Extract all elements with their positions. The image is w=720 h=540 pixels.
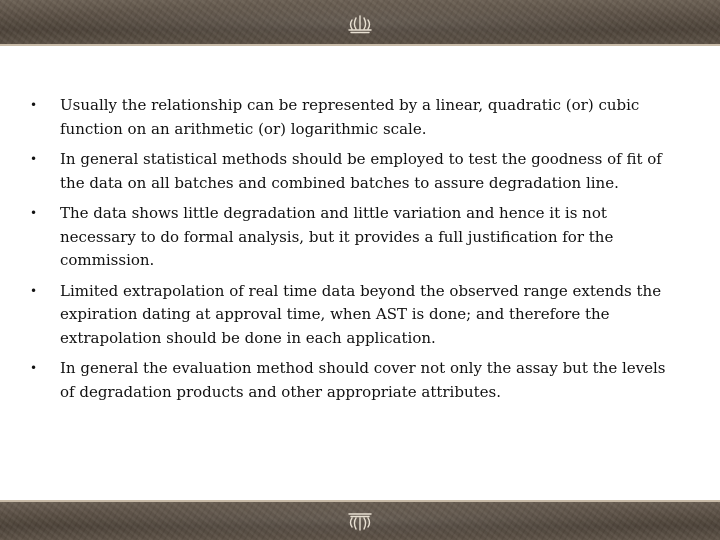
list-item xyxy=(26,148,676,195)
bottom-frame-border xyxy=(0,500,720,502)
list-item xyxy=(26,357,676,404)
bullet-icon: • xyxy=(30,98,38,112)
fleur-ornament-icon xyxy=(345,14,375,34)
bullet-list xyxy=(26,94,676,411)
top-frame-band xyxy=(0,0,720,46)
slide-content xyxy=(0,46,720,500)
bullet-text: In general the evaluation method should cover not only the assay but the levels of degradation products and other appropriate attributes. xyxy=(60,359,666,401)
bullet-icon: • xyxy=(30,283,38,298)
bullet-icon: • xyxy=(30,206,38,220)
bullet-text: The data shows little degradation and little variation and hence it is not necessary to do formal analysis, but it provides a full justification for the commission. xyxy=(60,204,614,269)
list-item xyxy=(26,202,676,273)
bullet-icon: • xyxy=(30,152,38,166)
bullet-icon: • xyxy=(30,361,38,375)
bullet-text: Usually the relationship can be represented by a linear, quadratic (or) cubic function on an arithmetic (or) logarithmic scale. xyxy=(60,96,640,138)
bullet-text: In general statistical methods should be employed to test the goodness of fit of the data on all batches and combined batches to assure degradation line. xyxy=(60,150,662,192)
bottom-frame-band xyxy=(0,500,720,540)
list-item xyxy=(26,280,676,351)
fleur-ornament-icon xyxy=(345,512,375,532)
bullet-text: Limited extrapolation of real time data beyond the observed range extends the expiration dating at approval time, when AST is done; and therefore the extrapolation should be done in each application. xyxy=(60,281,662,347)
list-item xyxy=(26,94,676,141)
